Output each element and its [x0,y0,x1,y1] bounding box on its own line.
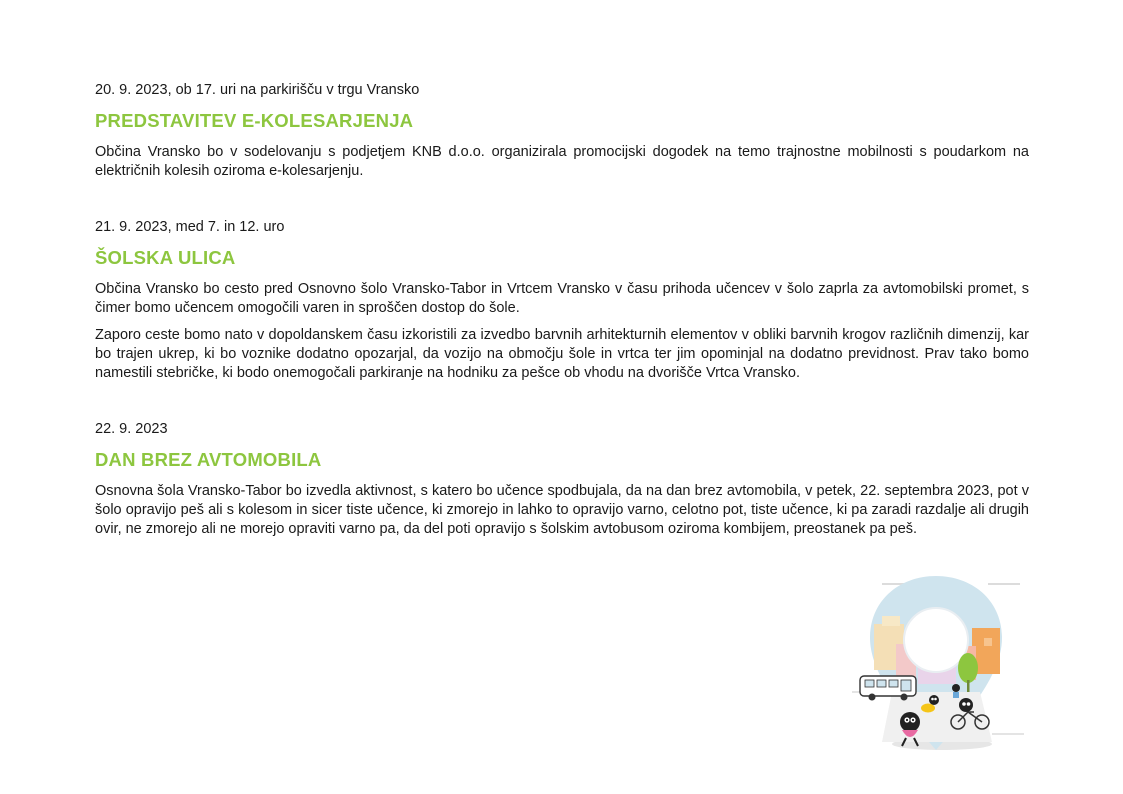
event-date: 21. 9. 2023, med 7. in 12. uro [95,219,285,235]
mobility-map-pin-illustration [852,572,1032,757]
event-date: 22. 9. 2023 [95,421,168,437]
event-e-cycling [95,80,1029,181]
document-page [95,80,1029,575]
event-date: 20. 9. 2023, ob 17. uri na parkirišču v trgu Vransko [95,82,420,98]
event-car-free-day [95,419,1029,539]
event-paragraph: Zaporo ceste bomo nato v dopoldanskem času izkoristili za izvedbo barvnih arhitekturnih elementov v obliki barvnih krogov različnih dimenzij, kar bo trajen ukrep, ki bo voznike dodatno opozarjal, da vozijo na območju šole in vrtca ter jim opominjal na dodatno previdnost. Prav tako bomo namestili stebričke, ki bodo onemogočali parkiranje na hodniku za pešce ob vhodu na dvorišče Vrtca Vransko. [95,327,1029,381]
event-paragraph: Občina Vransko bo v sodelovanju s podjetjem KNB d.o.o. organizirala promocijski dogodek na temo trajnostne mobilnosti s poudarkom na električnih kolesih oziroma e-kolesarjenju. [95,144,1029,179]
event-title: PREDSTAVITEV E-KOLESARJENJA [95,110,414,131]
event-paragraph: Občina Vransko bo cesto pred Osnovno šolo Vransko-Tabor in Vrtcem Vransko v času prihoda učencev v šolo zaprla za avtomobilski promet, s čimer bomo učencem omogočili varen in sproščen dostop do šole. [95,281,1029,316]
event-title: ŠOLSKA ULICA [95,247,236,268]
event-school-street [95,217,1029,383]
event-title: DAN BREZ AVTOMOBILA [95,449,322,470]
event-paragraph: Osnovna šola Vransko-Tabor bo izvedla aktivnost, s katero bo učence spodbujala, da na dan brez avtomobila, v petek, 22. septembra 2023, pot v šolo opravijo peš ali s kolesom in sicer tiste učence, ki zmorejo in lahko to opravijo varno, celotno pot, tiste učence, ki pa zaradi razdalje ali drugih ovir, ne zmorejo ali ne morejo opraviti varno pa, da del poti opravijo s šolskim avtobusom oziroma kombijem, preostanek pa peš. [95,483,1029,537]
